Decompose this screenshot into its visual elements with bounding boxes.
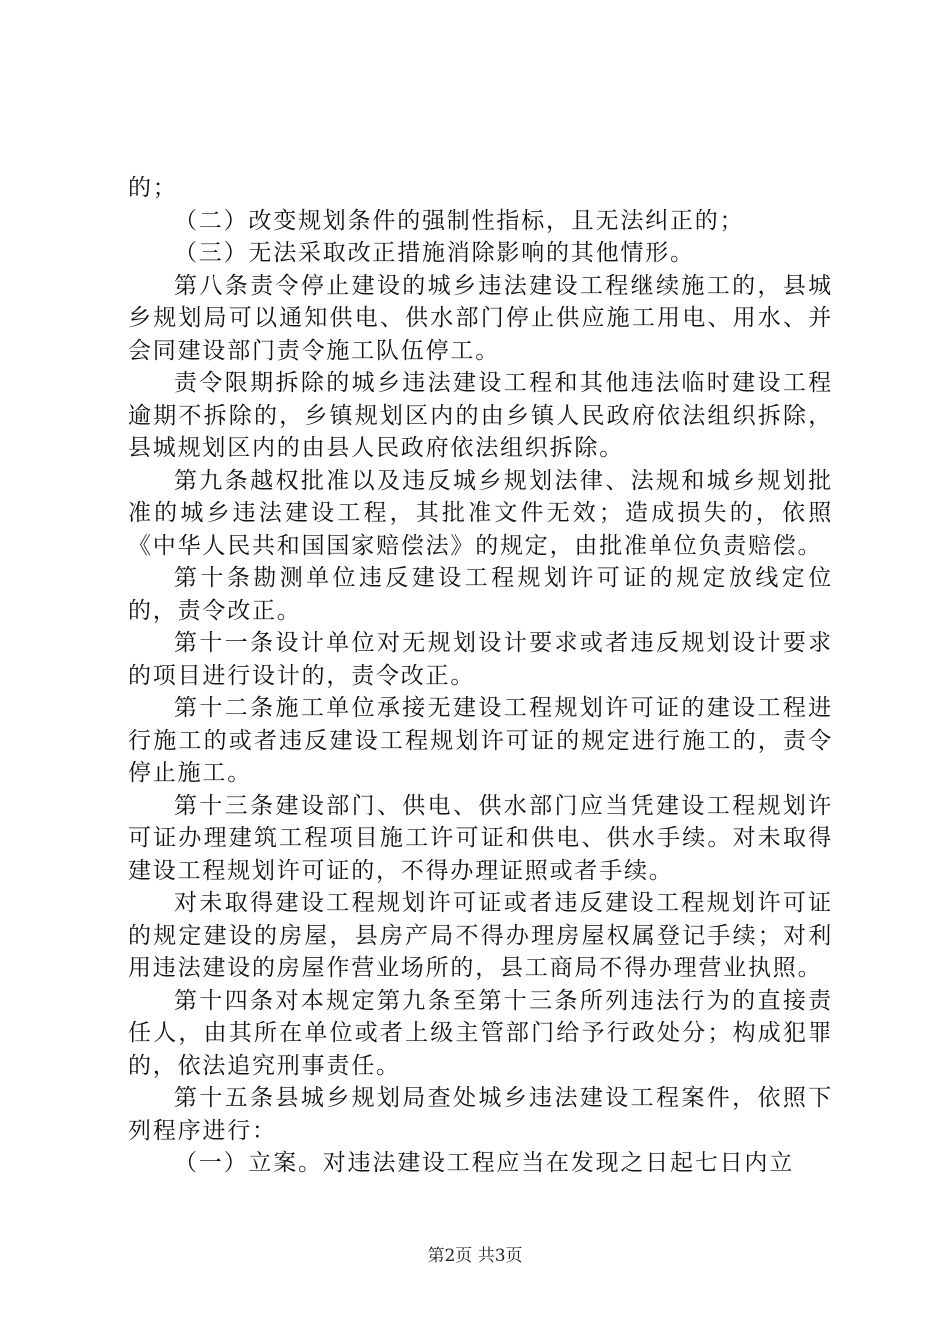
paragraph-article-14: 第十四条对本规定第九条至第十三条所列违法行为的直接责任人，由其所在单位或者上级主管部门给予行政处分；构成犯罪的，依法追究刑事责任。 — [128, 987, 833, 1079]
paragraph-article-12: 第十二条施工单位承接无建设工程规划许可证的建设工程进行施工的或者违反建设工程规划许可证的规定进行施工的，责令停止施工。 — [128, 695, 833, 786]
paragraph-item-2: （二）改变规划条件的强制性指标，且无法纠正的； — [174, 207, 745, 234]
paragraph-article-15: 第十五条县城乡规划局查处城乡违法建设工程案件，依照下列程序进行： — [128, 1085, 833, 1144]
body-text — [128, 172, 833, 1180]
paragraph-item-3: （三）无法采取改正措施消除影响的其他情形。 — [174, 240, 695, 266]
paragraph-step-1: （一）立案。对违法建设工程应当在发现之日起七日内立 — [174, 1150, 794, 1176]
paragraph-continuation: 的； — [128, 175, 178, 201]
page-footer: 第2页 共3页 — [427, 1246, 523, 1266]
paragraph-article-11: 第十一条设计单位对无规划设计要求或者违反规划设计要求的项目进行设计的，责令改正。 — [128, 630, 833, 689]
paragraph-demolition: 责令限期拆除的城乡违法建设工程和其他违法临时建设工程逾期不拆除的，乡镇规划区内的由乡镇人民政府依法组织拆除，县城规划区内的由县人民政府依法组织拆除。 — [128, 370, 833, 461]
paragraph-article-8: 第八条责令停止建设的城乡违法建设工程继续施工的，县城乡规划局可以通知供电、供水部门停止供应施工用电、用水、并会同建设部门责令施工队伍停工。 — [128, 272, 833, 364]
paragraph-registration: 对未取得建设工程规划许可证或者违反建设工程规划许可证的规定建设的房屋，县房产局不得办理房屋权属登记手续；对利用违法建设的房屋作营业场所的，县工商局不得办理营业执照。 — [128, 890, 833, 981]
paragraph-article-9: 第九条越权批准以及违反城乡规划法律、法规和城乡规划批准的城乡违法建设工程，其批准文件无效；造成损失的，依照《中华人民共和国国家赔偿法》的规定，由批准单位负责赔偿。 — [128, 467, 833, 559]
paragraph-article-10: 第十条勘测单位违反建设工程规划许可证的规定放线定位的，责令改正。 — [128, 565, 833, 624]
paragraph-article-13: 第十三条建设部门、供电、供水部门应当凭建设工程规划许可证办理建筑工程项目施工许可证和供电、供水手续。对未取得建设工程规划许可证的，不得办理证照或者手续。 — [128, 792, 833, 884]
